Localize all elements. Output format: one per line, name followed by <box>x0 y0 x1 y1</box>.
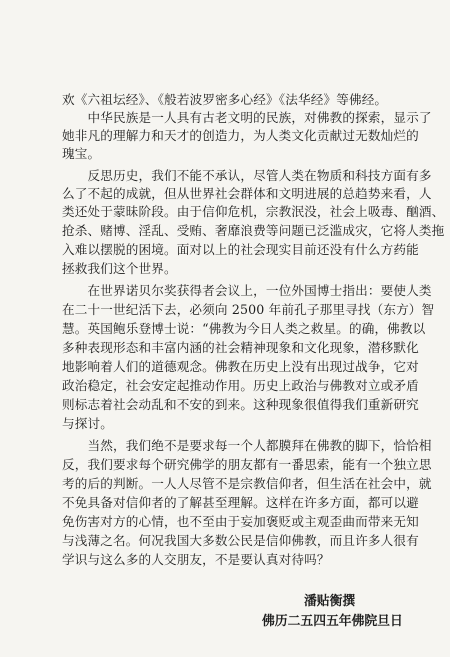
text-line-14: 多种表现形态和丰富内涵的社会精神现象和文化现象，潜移默化 <box>62 340 419 355</box>
text-line-17: 则标志着社会动乱和不安的到来。这种现象很值得我们重新研究 <box>62 397 419 412</box>
text-line-24: 与浅薄之名。何况我国大多数公民是信仰佛教，而且许多人很有 <box>62 533 419 548</box>
text-line-7: 类还处于蒙昧阶段。由于信仰危机，宗教泯没，社会上吸毒、酗酒、 <box>62 204 445 219</box>
text-line-2: 中华民族是一人具有古老文明的民族，对佛教的探索，显示了 <box>62 110 432 125</box>
signature-date: 佛历二五四五年佛院旦日 <box>262 614 403 629</box>
text-line-13: 慧。英国鲍乐登博士说：“佛教为今日人类之救星。的确，佛教以 <box>62 321 426 336</box>
text-line-16: 政治稳定，社会安定起推动作用。历史上政治与佛教对立或矛盾 <box>62 378 419 393</box>
text-line-20: 反，我们要求每个研究佛学的朋友都有一番思索，能有一个独立思 <box>62 457 432 472</box>
text-line-1: 欢《六祖坛经》、《般若波罗密多心经》《法华经》等佛经。 <box>62 92 388 107</box>
text-line-22: 不免具备对信仰者的了解甚至理解。这样在许多方面，都可以避 <box>62 495 419 510</box>
text-line-25: 学识与这么多的人交朋友，不是要认真对待吗？ <box>62 552 330 567</box>
text-line-3: 她非凡的理解力和天才的创造力，为人类文化贡献过无数灿烂的 <box>62 128 419 143</box>
text-line-4: 瑰宝。 <box>62 146 101 161</box>
text-line-5: 反思历史，我们不能不承认，尽管人类在物质和科技方面有多 <box>62 168 432 183</box>
text-line-23: 免伤害对方的心情，也不至由于妄加褒贬或主观歪曲而带来无知 <box>62 514 419 529</box>
text-line-19: 当然，我们绝不是要求每一个人都膜拜在佛教的脚下，恰恰相 <box>62 438 432 453</box>
text-line-15: 地影响着人们的道德观念。佛教在历史上没有出现过战争，它对 <box>62 359 419 374</box>
text-line-10: 拯救我们这个世界。 <box>62 261 177 276</box>
text-line-12: 在二十一世纪活下去，必须向 2500 年前孔子那里寻找（东方）智 <box>62 302 435 317</box>
text-line-21: 考的后的判断。一人人尽管不是宗教信仰者，但生活在社会中，就 <box>62 476 432 491</box>
signature-author: 潘贴衡撰 <box>304 594 356 609</box>
text-line-11: 在世界诺贝尔奖获得者会议上，一位外国博士指出：要使人类 <box>62 283 432 298</box>
text-line-6: 么了不起的成就，但从世界社会群体和文明进展的总趋势来看，人 <box>62 186 432 201</box>
text-line-8: 抢杀、赌博、淫乱、受贿、奢靡浪费等问题已泛滥成灾，它将人类拖 <box>62 223 445 238</box>
text-line-18: 与探讨。 <box>62 416 113 431</box>
text-line-9: 入难以摆脱的困境。面对以上的社会现实目前还没有什么方药能 <box>62 242 419 257</box>
